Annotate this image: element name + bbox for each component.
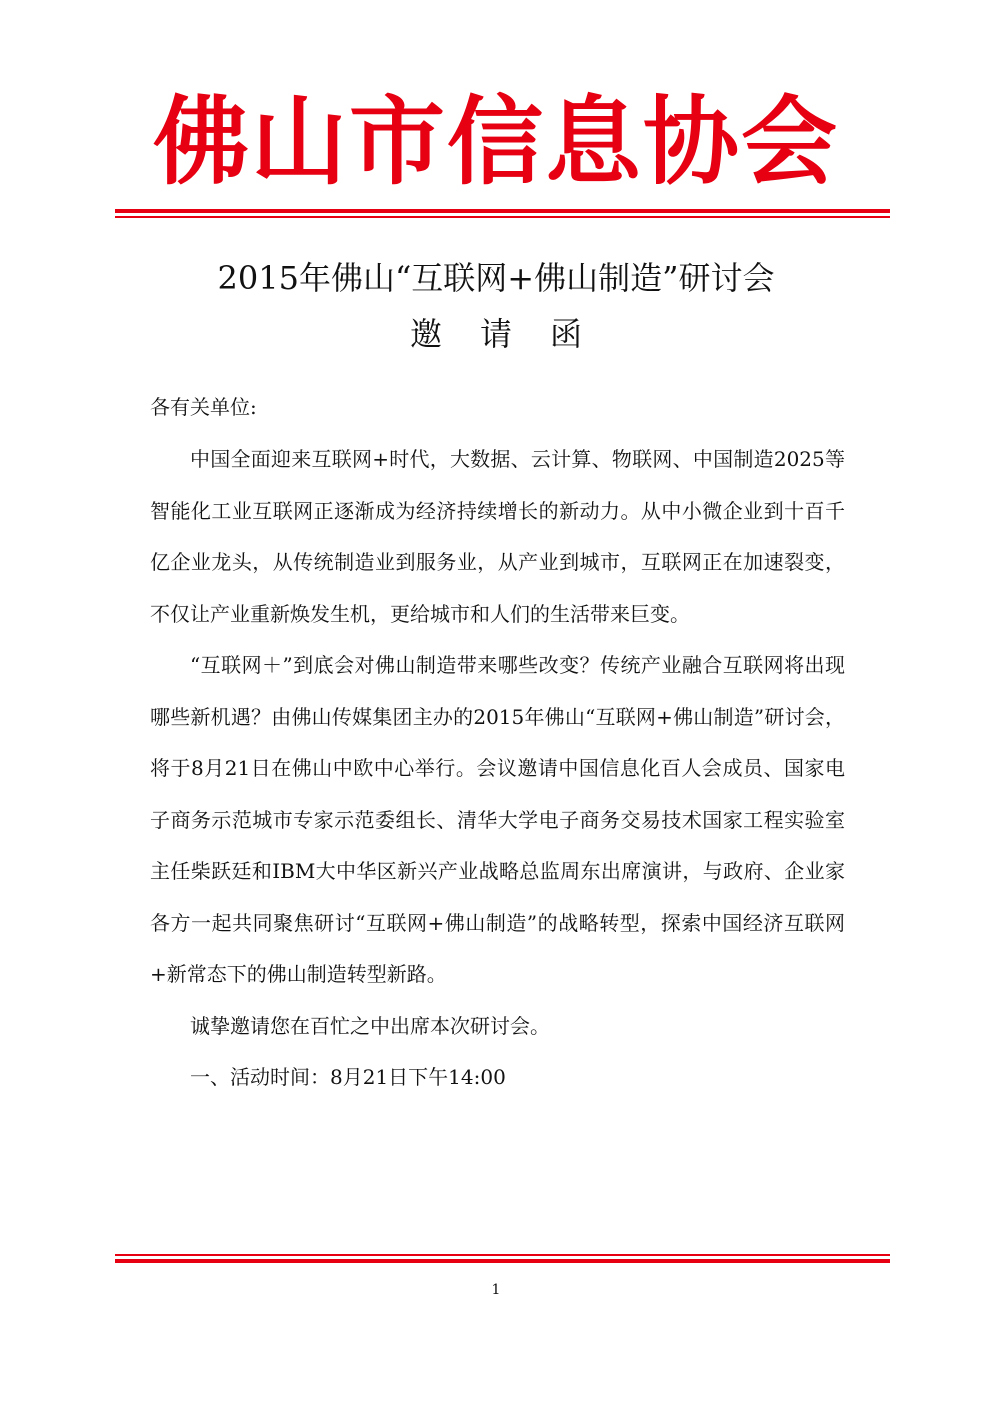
letter-body — [150, 434, 845, 1104]
letterhead-organization: 佛山市信息协会 — [153, 85, 839, 198]
paragraph-event-time: 一、活动时间：8月21日下午14:00 — [190, 1065, 506, 1089]
salutation: 各有关单位: — [150, 395, 257, 419]
page-number: 1 — [491, 1282, 501, 1298]
letterhead-rule-thick — [115, 209, 890, 213]
footer-rule-thick — [115, 1259, 890, 1263]
footer-rule-thin — [115, 1254, 890, 1256]
paragraph-intro: 中国全面迎来互联网+时代，大数据、云计算、物联网、中国制造2025等智能化工业互联网正逐渐成为经济持续增长的新动力。从中小微企业到十百千亿企业龙头，从传统制造业到服务业，从产业到城市，互联网正在加速裂变，不仅让产业重新焕发生机，更给城市和人们的生活带来巨变。 — [150, 447, 845, 626]
document-subtitle: 邀请函 — [409, 315, 620, 353]
paragraph-event: “互联网＋”到底会对佛山制造带来哪些改变？传统产业融合互联网将出现哪些新机遇？由佛山传媒集团主办的2015年佛山“互联网+佛山制造”研讨会，将于8月21日在佛山中欧中心举行。会议邀请中国信息化百人会成员、国家电子商务示范城市专家示范委组长、清华大学电子商务交易技术国家工程实验室主任柴跃廷和IBM大中华区新兴产业战略总监周东出席演讲，与政府、企业家各方一起共同聚焦研讨“互联网+佛山制造”的战略转型，探索中国经济互联网+新常态下的佛山制造转型新路。 — [150, 653, 845, 986]
letterhead-rule-thin — [115, 216, 890, 218]
paragraph-invitation: 诚挚邀请您在百忙之中出席本次研讨会。 — [190, 1013, 550, 1038]
document-title: 2015年佛山“互联网+佛山制造”研讨会 — [217, 259, 775, 297]
